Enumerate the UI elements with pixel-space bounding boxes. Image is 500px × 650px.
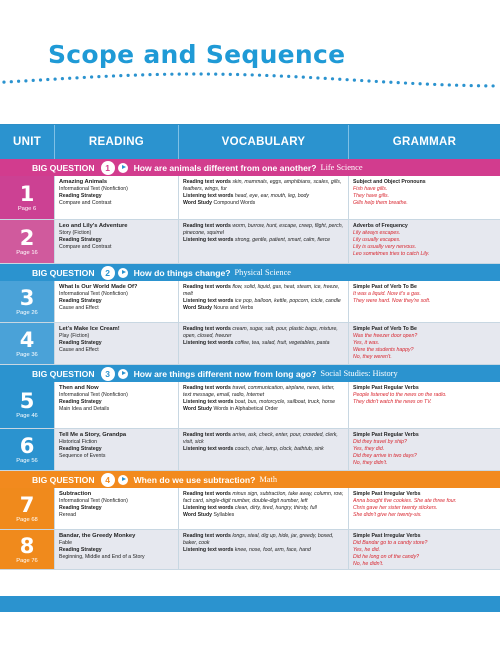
unit-page: Page 46 [16,413,38,419]
grammar-title: Simple Past Regular Verbs [353,432,419,438]
table-row [0,429,500,471]
divider-dot [397,81,400,84]
reading-text-words [183,432,344,446]
reading-strategy: Compare and Contrast [59,243,112,250]
divider-dot [411,82,414,85]
divider-dot [440,83,443,86]
reading-text-words [183,491,344,505]
grammar-cell [348,176,500,219]
question-number-badge: 4 [101,473,115,487]
grammar-example: People listened to the news on the radio. [353,391,447,398]
reading-text-words-label: Reading text words [183,284,231,290]
word-study [183,200,344,207]
listening-text-words [183,340,344,347]
big-question-topic: Physical Science [234,268,291,277]
unit-page: Page 26 [16,309,38,316]
grammar-example: Anna bought five cookies. She ate three four. [353,497,457,504]
reading-cell [54,488,178,529]
divider-dot [105,75,108,78]
divider-dot [134,73,137,76]
grammar-example: Gills help them breathe. [353,199,408,206]
divider-dot [46,78,49,81]
grammar-example: It was a liquid. Now it's a gas. [353,290,421,297]
divider-dot [353,79,356,82]
grammar-example: Did they travel by ship? [353,438,407,445]
divider-dot [192,72,195,75]
unit-number: 6 [19,433,35,458]
reading-strategy: Cause and Effect [59,346,99,353]
unit-page: Page 16 [16,249,38,256]
big-question-text: How do things change? [133,267,231,278]
divider-dot [207,72,210,75]
grammar-title: Simple Past of Verb To Be [353,326,417,332]
unit-number: 3 [19,285,35,310]
unit-page: Page 36 [16,351,38,358]
divider-dot [127,74,130,77]
divider-dot [375,80,378,83]
divider-dot [484,84,487,87]
divider-dot [119,74,122,77]
listening-text-words-label: Listening text words [183,236,234,243]
grammar-cell [348,382,500,428]
reading-cell [54,429,178,470]
reading-genre: Story (Fiction) [59,229,92,236]
reading-text-words [183,326,344,340]
listening-text-words [183,547,344,554]
listening-text-words-label: Listening text words [183,445,234,452]
big-question-topic: Life Science [320,163,363,172]
big-question-topic: Social Studies: History [320,369,398,378]
divider-dot [448,83,451,86]
divider-dot [112,74,115,77]
divider-dot [90,75,93,78]
grammar-example: Lily is usually very nervous. [353,243,417,250]
reading-text-words-list: worm, burrow, hunt, escape, creep, flight, perch, pinecone, squirrel [183,223,344,236]
big-question-text: How are animals different from one another? [133,162,317,173]
reading-strategy: Compare and Contrast [59,199,112,206]
divider-dot [236,73,239,76]
grammar-example: Did he long on of the candy? [353,553,420,560]
divider-dot [141,73,144,76]
grammar-example: They were hard. Now they're soft. [353,297,431,304]
reading-strategy: Reread [59,511,77,518]
big-question-banner [0,471,500,488]
unit-number: 4 [19,327,35,352]
reading-strategy-label: Reading Strategy [59,339,102,346]
reading-title: Then and Now [59,385,99,391]
reading-strategy: Cause and Effect [59,304,99,311]
big-question-topic: Math [259,475,278,484]
header-reading: READING [54,125,178,159]
play-icon[interactable] [118,268,128,278]
page-title: Scope and Sequence [48,40,346,69]
reading-text-words [183,284,344,298]
divider-dot [470,84,473,87]
reading-text-words-list: travel, communication, airplane, news, letter, text message, email, radio, Internet [183,385,335,398]
divider-dot [178,72,181,75]
table-row [0,281,500,323]
reading-strategy-label: Reading Strategy [59,236,102,243]
grammar-example: She didn't give her twenty-six. [353,511,422,518]
divider-dot [148,73,151,76]
divider-dot [346,78,349,81]
divider-dot [404,81,407,84]
table-header [0,125,500,159]
unit-number: 5 [19,389,35,413]
unit-badge [0,530,54,569]
reading-text-words [183,179,344,193]
divider-dot [316,76,319,79]
grammar-cell [348,488,500,529]
grammar-example: Yes, it was. [353,339,380,346]
reading-cell [54,281,178,322]
divider-dot [83,76,86,79]
unit-badge [0,429,54,470]
reading-strategy-label: Reading Strategy [59,504,102,511]
wavy-dots-divider [0,70,500,90]
divider-dot [10,80,13,83]
reading-text-words-list: skin, mammals, eggs, amphibians, scales, gills, feathers, wings, fur [183,179,342,192]
reading-text-words-list: flow, solid, liquid, gas, heat, steam, ice, freeze, melt [183,284,340,297]
divider-dot [462,84,465,87]
reading-text-words-label: Reading text words [183,533,231,539]
word-study-topic: Syllables [213,511,235,518]
reading-genre: Informational Text (Nonfiction) [59,290,128,297]
divider-dot [324,77,327,80]
listening-text-words-label: Listening text words [183,504,234,511]
divider-dot [24,79,27,82]
table-row [0,323,500,365]
listening-text-words-label: Listening text words [183,297,234,304]
reading-title: Leo and Lily's Adventure [59,223,128,229]
reading-title: Bandar, the Greedy Monkey [59,533,136,539]
grammar-title: Adverbs of Frequency [353,223,408,229]
word-study [183,305,344,312]
listening-text-words-label: Listening text words [183,192,234,199]
listening-text-words [183,505,344,512]
table-row [0,176,500,220]
unit-badge [0,176,54,219]
listening-text-words [183,237,344,244]
play-icon[interactable] [118,475,128,485]
reading-strategy-label: Reading Strategy [59,192,102,199]
big-question-label: BIG QUESTION [32,267,95,278]
grammar-example: They didn't watch the news on TV. [353,398,432,405]
play-icon[interactable] [118,163,128,173]
grammar-cell [348,429,500,470]
reading-text-words-list: arrive, ask, check, enter, pour, crowded, clerk, visit, sick [183,432,338,445]
big-question-banner [0,365,500,382]
vocabulary-cell [178,176,348,219]
vocabulary-cell [178,488,348,529]
grammar-example: Did Bandar go to a candy store? [353,539,428,546]
unit-badge [0,323,54,364]
vocabulary-cell [178,530,348,569]
grammar-example: Lily always escapes. [353,229,401,236]
listening-text-words-list: ice pop, balloon, kettle, popcorn, icicle, candle [234,297,341,304]
grammar-example: Leo sometimes tries to catch Lily. [353,250,430,257]
divider-dot [17,80,20,83]
grammar-title: Simple Past Irregular Verbs [353,533,421,539]
reading-genre: Fable [59,539,72,546]
big-question-text: When do we use subtraction? [133,474,256,485]
reading-title: Amazing Animals [59,179,108,185]
listening-text-words [183,446,344,453]
vocabulary-cell [178,323,348,364]
reading-text-words [183,223,344,237]
big-question-text: How are things different now from long ago? [133,368,317,379]
table-row [0,220,500,264]
listening-text-words-list: coffee, tea, salad, fruit, vegetables, pasta [234,339,330,346]
unit-badge [0,220,54,263]
listening-text-words-label: Listening text words [183,339,234,346]
unit-page: Page 6 [17,205,37,212]
divider-dot [243,73,246,76]
reading-genre: Informational Text (Nonfiction) [59,497,128,504]
divider-dot [163,73,166,76]
grammar-example: Were the students happy? [353,346,414,353]
divider-dot [2,81,5,84]
divider-dot [382,80,385,83]
listening-text-words-list: head, eye, ear, mouth, leg, body [234,192,310,199]
listening-text-words [183,298,344,305]
reading-title: Tell Me a Story, Grandpa [59,432,127,438]
listening-text-words-list: boat, bus, motorcycle, sailboat, truck, horse [234,398,335,405]
word-study-label: Word Study [183,199,213,206]
unit-page: Page 76 [16,557,38,564]
grammar-cell [348,220,500,263]
table-row [0,382,500,429]
reading-cell [54,176,178,219]
grammar-cell [348,281,500,322]
unit-number: 2 [19,225,35,250]
divider-dot [338,78,341,81]
word-study-topic: Compound Words [213,199,256,206]
word-study-topic: Nouns and Verbs [213,304,254,311]
divider-dot [455,84,458,87]
reading-text-words-list: longs, steal, dig up, hide, jar, greedy, boxed, baker, cook [183,533,334,546]
divider-dot [258,74,261,77]
big-question-label: BIG QUESTION [32,368,95,379]
grammar-example: No, they weren't. [353,353,392,360]
reading-genre: Historical Fiction [59,438,98,445]
grammar-example: They have gills. [353,192,390,199]
unit-number: 1 [19,181,35,206]
listening-text-words-list: clean, dirty, tired, hungry, thirsty, full [234,504,317,511]
divider-dot [251,73,254,76]
word-study-label: Word Study [183,405,213,412]
reading-cell [54,382,178,428]
reading-genre: Informational Text (Nonfiction) [59,391,128,398]
scope-sequence-table [0,124,500,612]
grammar-title: Simple Past of Verb To Be [353,284,417,290]
divider-dot [170,73,173,76]
divider-dot [54,77,57,80]
divider-dot [273,74,276,77]
unit-number: 8 [19,533,35,558]
divider-dot [97,75,100,78]
grammar-example: Fish have gills. [353,185,388,192]
divider-dot [156,73,159,76]
divider-dot [75,76,78,79]
divider-dot [477,84,480,87]
grammar-title: Subject and Object Pronouns [353,179,426,185]
listening-text-words-list: couch, chair, lamp, clock, bathtub, sink [234,445,324,452]
grammar-title: Simple Past Regular Verbs [353,385,419,391]
listening-text-words-list: strong, gentle, patient, smart, calm, fierce [234,236,331,243]
divider-dot [360,79,363,82]
reading-strategy-label: Reading Strategy [59,297,102,304]
grammar-example: No, he didn't. [353,560,384,567]
divider-dot [61,77,64,80]
divider-dot [265,74,268,77]
reading-strategy-label: Reading Strategy [59,398,102,405]
divider-dot [200,72,203,75]
listening-text-words-list: knee, nose, foot, arm, face, hand [234,546,311,553]
unit-badge [0,488,54,529]
grammar-example: Yes, they did. [353,445,385,452]
vocabulary-cell [178,429,348,470]
divider-dot [294,75,297,78]
unit-badge [0,382,54,428]
divider-dot [419,82,422,85]
reading-text-words-label: Reading text words [183,385,231,391]
divider-dot [185,72,188,75]
reading-strategy-label: Reading Strategy [59,445,102,452]
divider-dot [492,84,495,87]
divider-dot [309,76,312,79]
grammar-example: Chris gave her sister twenty stickers. [353,504,438,511]
table-row [0,488,500,530]
listening-text-words [183,399,344,406]
reading-strategy: Main Idea and Details [59,405,110,412]
header-unit: UNIT [12,136,42,148]
listening-text-words-label: Listening text words [183,398,234,405]
divider-dot [302,76,305,79]
word-study-topic: Words in Alphabetical Order [213,405,278,412]
divider-dot [214,73,217,76]
table-row [0,530,500,570]
big-question-banner [0,159,500,176]
word-study [183,406,344,413]
word-study-label: Word Study [183,304,213,311]
grammar-cell [348,530,500,569]
grammar-example: Did they arrive in two days? [353,452,417,459]
grammar-example: Was the freezer door open? [353,332,418,339]
reading-genre: Play (Fiction) [59,332,90,339]
word-study-label: Word Study [183,511,213,518]
reading-strategy: Sequence of Events [59,452,106,459]
header-grammar: GRAMMAR [348,125,500,159]
reading-text-words-list: minus sign, subtraction, take away, column, row, fact card, single-digit number, double-digit number, left [183,491,344,504]
reading-text-words-list: cream, sugar, salt, pour, plastic bags, mixture, open, closed, freezer [183,326,338,339]
grammar-cell [348,323,500,364]
divider-dot [221,73,224,76]
big-question-banner [0,264,500,281]
divider-dot [32,79,35,82]
grammar-title: Simple Past Irregular Verbs [353,491,421,497]
reading-text-words-label: Reading text words [183,432,231,438]
vocabulary-cell [178,220,348,263]
reading-text-words-label: Reading text words [183,491,231,497]
reading-text-words [183,385,344,399]
vocabulary-cell [178,382,348,428]
reading-title: Subtraction [59,491,92,497]
reading-text-words-label: Reading text words [183,223,231,229]
listening-text-words-label: Listening text words [183,546,234,553]
vocabulary-cell [178,281,348,322]
divider-dot [280,74,283,77]
reading-title: Let's Make Ice Cream! [59,326,120,332]
footer-bar [0,596,500,612]
play-icon[interactable] [118,369,128,379]
reading-text-words-label: Reading text words [183,326,231,332]
divider-dot [39,78,42,81]
divider-dot [287,75,290,78]
unit-page: Page 56 [16,457,38,464]
question-number-badge: 2 [101,266,115,280]
reading-text-words [183,533,344,547]
divider-dot [229,73,232,76]
grammar-example: Lily usually escapes. [353,236,401,243]
listening-text-words [183,193,344,200]
grammar-example: Yes, he did. [353,546,381,553]
divider-dot [68,77,71,80]
word-study [183,512,344,519]
reading-cell [54,220,178,263]
big-question-label: BIG QUESTION [32,162,95,173]
divider-dot [389,81,392,84]
unit-badge [0,281,54,322]
divider-dot [367,79,370,82]
question-number-badge: 1 [101,161,115,175]
reading-cell [54,530,178,569]
divider-dot [433,83,436,86]
reading-title: What Is Our World Made Of? [59,284,138,290]
big-question-label: BIG QUESTION [32,474,95,485]
reading-text-words-label: Reading text words [183,179,231,185]
unit-number: 7 [19,492,35,517]
divider-dot [426,83,429,86]
grammar-example: No, they didn't. [353,459,388,466]
reading-genre: Informational Text (Nonfiction) [59,185,128,192]
divider-dot [331,77,334,80]
header-vocabulary: VOCABULARY [178,125,348,159]
reading-strategy-label: Reading Strategy [59,546,102,553]
reading-strategy: Beginning, Middle and End of a Story [59,553,145,560]
unit-page: Page 68 [16,516,38,523]
question-number-badge: 3 [101,367,115,381]
reading-cell [54,323,178,364]
